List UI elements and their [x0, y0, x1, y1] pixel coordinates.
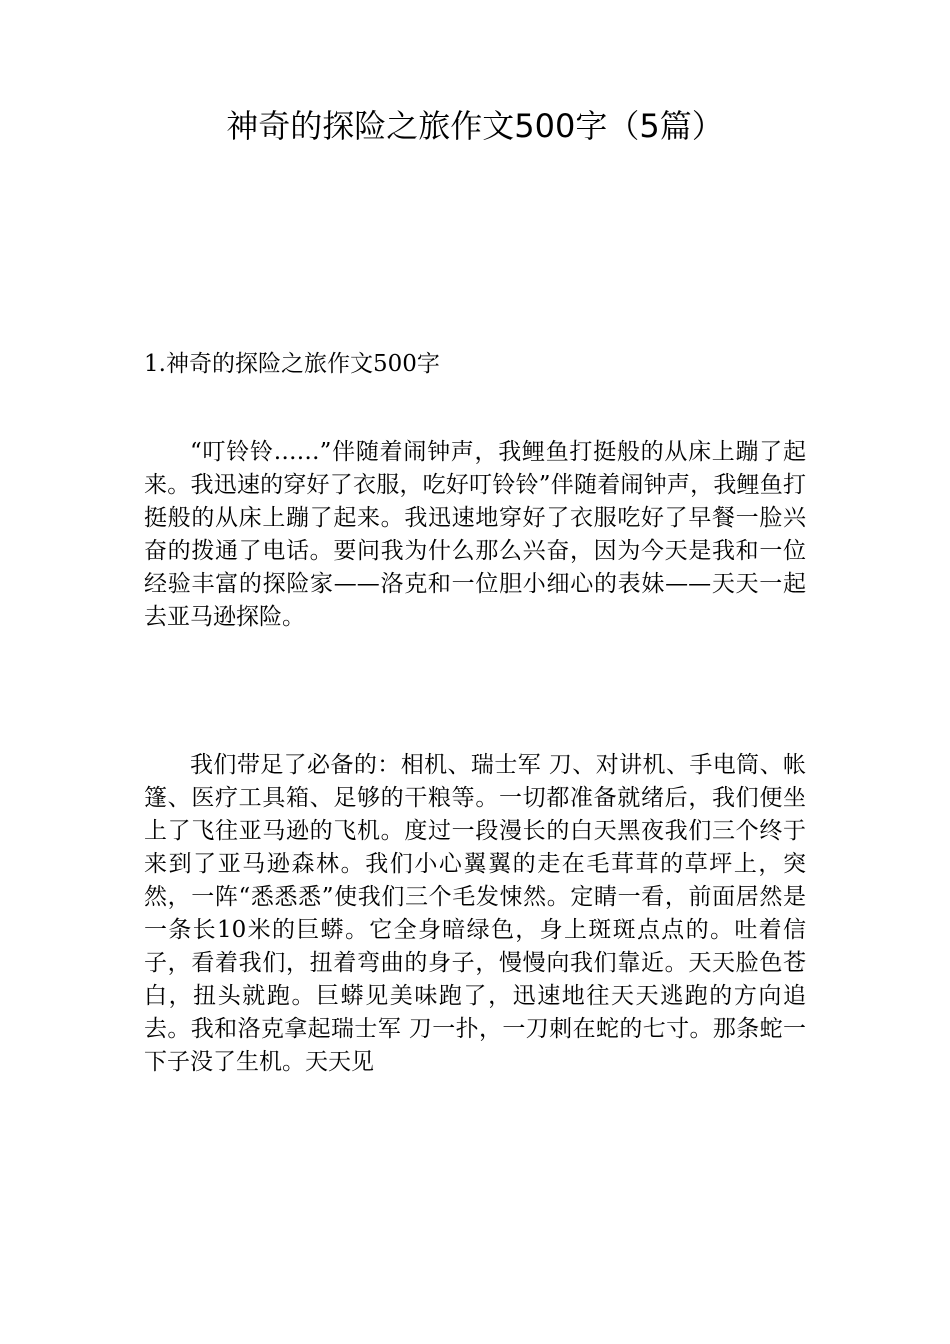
section-heading: 1.神奇的探险之旅作文500字: [144, 351, 440, 377]
body-paragraph: 我们带足了必备的：相机、瑞士军 刀、对讲机、手电筒、帐篷、医疗工具箱、足够的干粮等。一切都准备就绪后，我们便坐上了飞往亚马逊的飞机。度过一段漫长的白天黑夜我们三个终于来到了亚马逊森林。我们小心翼翼的走在毛茸茸的草坪上，突然，一阵“悉悉悉”使我们三个毛发悚然。定睛一看，前面居然是一条长10米的巨蟒。它全身暗绿色，身上斑斑点点的。吐着信子，看着我们，扭着弯曲的身子，慢慢向我们靠近。天天脸色苍白，扭头就跑。巨蟒见美味跑了，迅速地往天天逃跑的方向追去。我和洛克拿起瑞士军 刀一扑，一刀刺在蛇的七寸。那条蛇一下子没了生机。天天见: [144, 752, 806, 1075]
body-paragraph: “叮铃铃……”伴随着闹钟声，我鲤鱼打挺般的从床上蹦了起来。我迅速的穿好了衣服，吃好叮铃铃”伴随着闹钟声，我鲤鱼打挺般的从床上蹦了起来。我迅速地穿好了衣服吃好了早餐一脸兴奋的拨通了电话。要问我为什么那么兴奋，因为今天是我和一位经验丰富的探险家——洛克和一位胆小细心的表妹——天天一起去亚马逊探险。: [144, 439, 806, 630]
document-title: 神奇的探险之旅作文500字（5篇）: [226, 107, 724, 145]
